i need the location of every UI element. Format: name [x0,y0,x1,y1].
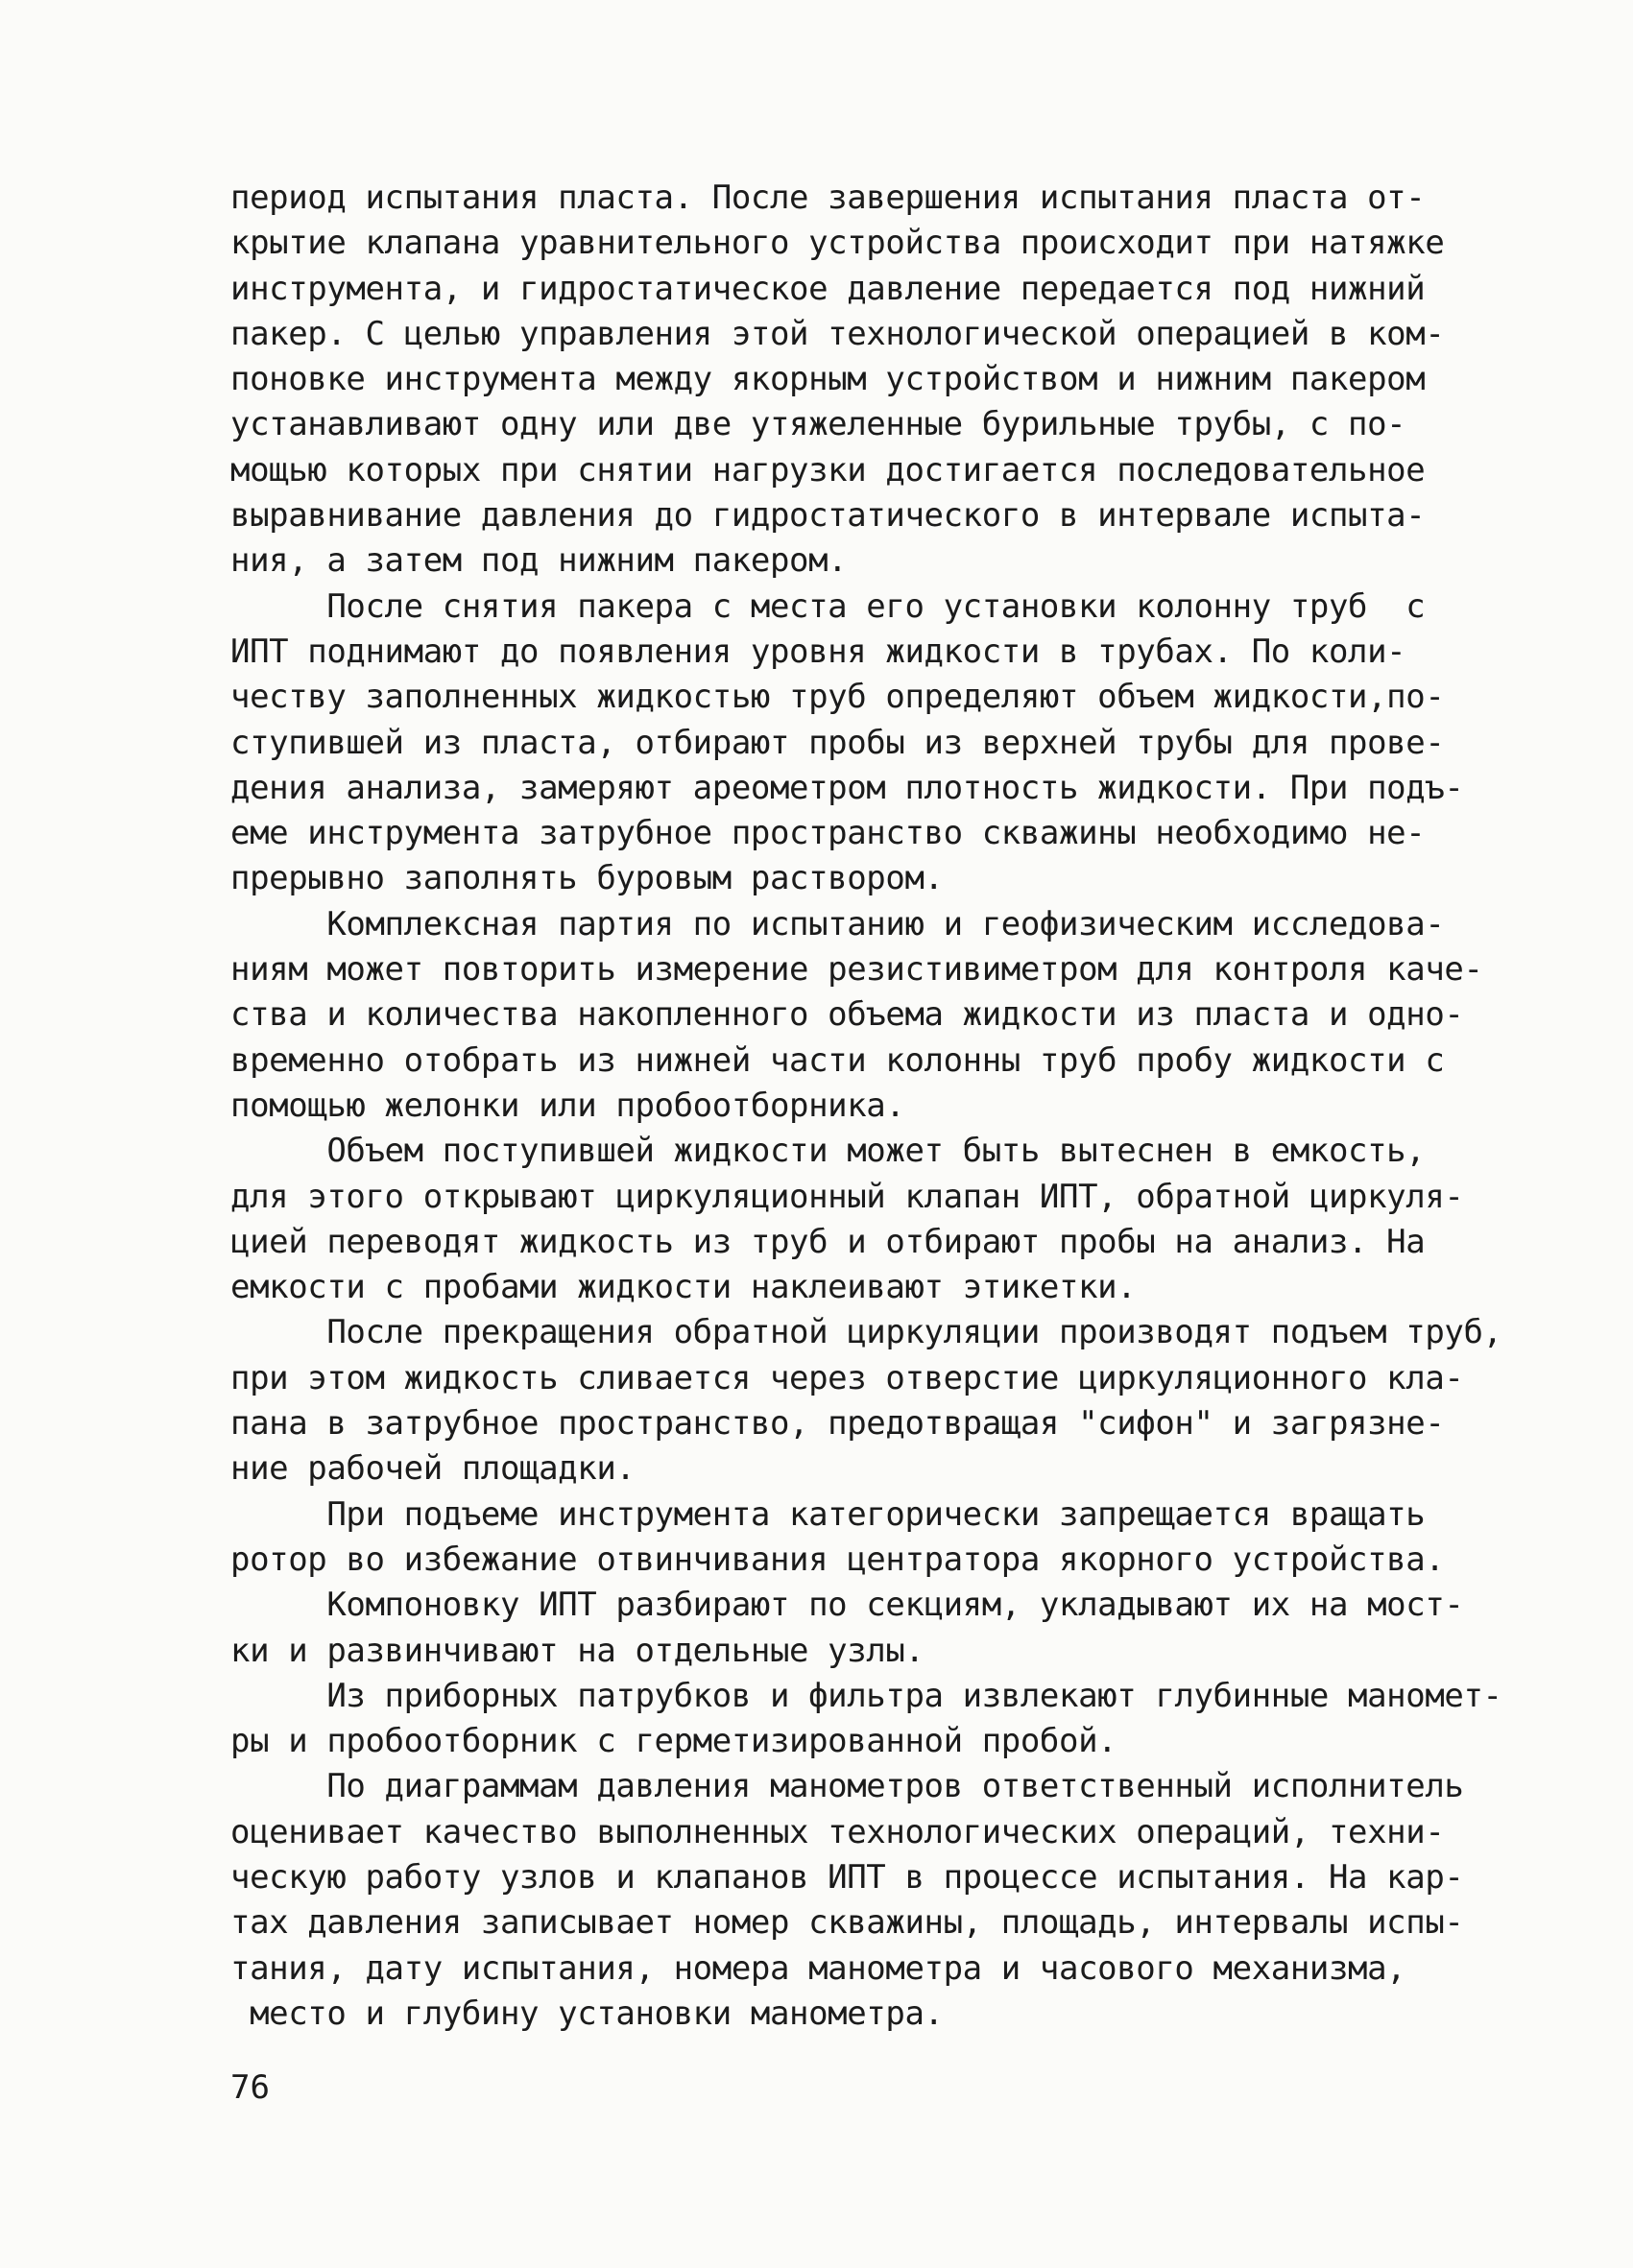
text-line: По диаграммам давления манометров ответственный исполнитель [230,1767,1464,1806]
text-line: емкости с пробами жидкости наклеивают этикетки. [230,1268,1137,1307]
text-line: прерывно заполнять буровым раствором. [230,859,944,898]
text-line: еме инструмента затрубное пространство скважины необходимо не- [230,814,1426,853]
text-line: ИПТ поднимают до появления уровня жидкости в трубах. По коли- [230,632,1406,671]
text-line: дения анализа, замеряют ареометром плотность жидкости. При подъ- [230,768,1464,807]
text-line: ротор во избежание отвинчивания центратора якорного устройства. [230,1540,1445,1579]
text-line: для этого открывают циркуляционный клапан ИПТ, обратной циркуля- [230,1177,1464,1216]
text-line: пакер. С целью управления этой технологической операцией в ком- [230,314,1445,353]
text-line: ки и развинчивают на отдельные узлы. [230,1631,925,1670]
text-line: ческую работу узлов и клапанов ИПТ в процессе испытания. На кар- [230,1857,1464,1897]
text-line: ния, а затем под нижним пакером. [230,541,848,581]
text-line: При подъеме инструмента категорически запрещается вращать [230,1494,1426,1534]
text-line: крытие клапана уравнительного устройства происходит при натяжке [230,224,1445,263]
text-line: оценивает качество выполненных технологических операций, техни- [230,1812,1445,1851]
page-number: 76 [230,2068,270,2107]
text-line: пана в затрубное пространство, предотвращая "сифон" и загрязне- [230,1404,1445,1444]
text-line: Из приборных патрубков и фильтра извлекают глубинные маномет- [230,1676,1502,1715]
text-line: Объем поступившей жидкости может быть вытеснен в емкость, [230,1132,1426,1171]
text-line: при этом жидкость сливается через отверстие циркуляционного кла- [230,1358,1464,1397]
text-line: выравнивание давления до гидростатического в интервале испыта- [230,496,1426,536]
text-line: ниям может повторить измерение резистивиметром для контроля каче- [230,950,1483,990]
text-line: ства и количества накопленного объема жидкости из пласта и одно- [230,995,1464,1035]
text-line: тах давления записывает номер скважины, площадь, интервалы испы- [230,1903,1464,1943]
text-line: цией переводят жидкость из труб и отбирают пробы на анализ. На [230,1222,1426,1261]
text-line: временно отобрать из нижней части колонны труб пробу жидкости с [230,1040,1445,1080]
text-line: ние рабочей площадки. [230,1449,636,1489]
text-line: устанавливают одну или две утяжеленные бурильные трубы, с по- [230,405,1406,444]
text-line: После прекращения обратной циркуляции производят подъем труб, [230,1313,1502,1352]
text-line: После снятия пакера с места его установки колонну труб с [230,586,1426,626]
text-line: Компоновку ИПТ разбирают по секциям, укладывают их на мост- [230,1586,1464,1625]
text-line: помощью желонки или пробоотборника. [230,1086,905,1125]
text-line: ступившей из пласта, отбирают пробы из верхней трубы для прове- [230,723,1445,762]
body-text [230,176,1502,2037]
text-line: инструмента, и гидростатическое давление передается под нижний [230,269,1426,308]
text-line: честву заполненных жидкостью труб определяют объем жидкости,по- [230,678,1445,717]
text-line: мощью которых при снятии нагрузки достигается последовательное [230,450,1426,489]
text-line: ры и пробоотборник с герметизированной пробой. [230,1722,1117,1761]
text-line: место и глубину установки манометра. [230,1993,944,2033]
text-line: Комплексная партия по испытанию и геофизическим исследова- [230,904,1445,943]
text-line: период испытания пласта. После завершения испытания пласта от- [230,179,1426,217]
text-line: поновке инструмента между якорным устройством и нижним пакером [230,360,1426,399]
text-line: тания, дату испытания, номера манометра и часового механизма, [230,1948,1406,1988]
